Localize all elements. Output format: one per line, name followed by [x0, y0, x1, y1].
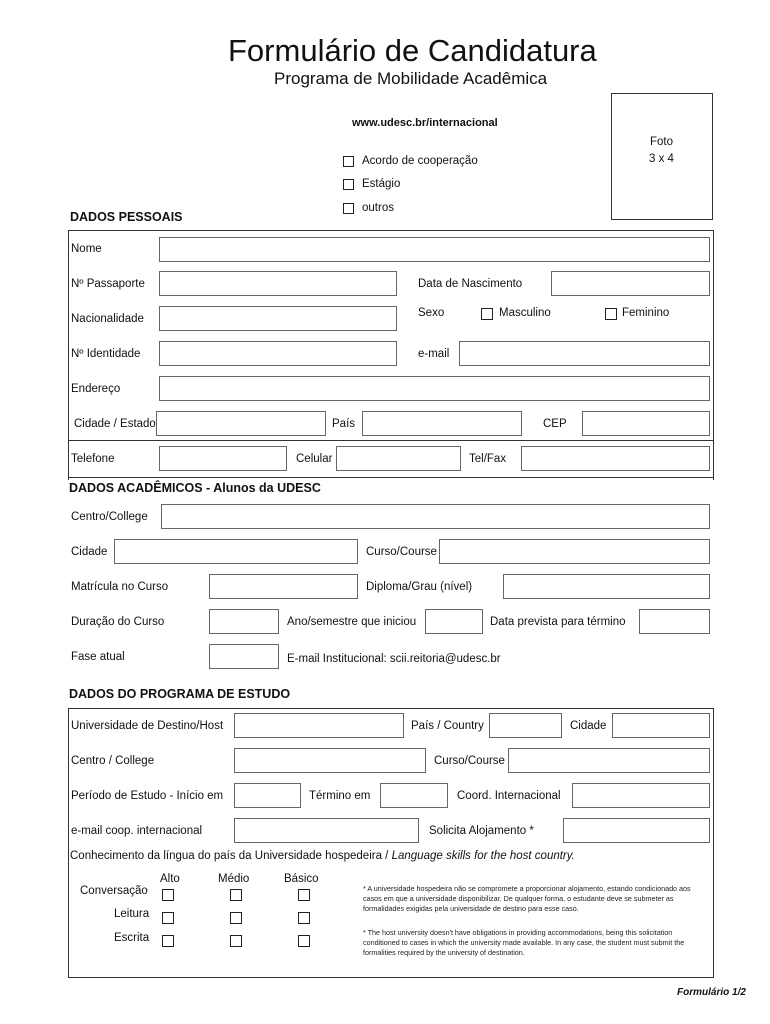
nacionalidade-label: Nacionalidade — [71, 313, 144, 325]
centro-college-input[interactable] — [234, 748, 426, 773]
leitura-alto-checkbox[interactable] — [162, 912, 174, 924]
skill-leitura: Leitura — [114, 908, 150, 920]
fase-input[interactable] — [209, 644, 279, 669]
diploma-input[interactable] — [503, 574, 710, 599]
email-label: e-mail — [418, 348, 450, 360]
data-prevista-input[interactable] — [639, 609, 710, 634]
duracao-label: Duração do Curso — [71, 616, 165, 628]
conversacao-alto-checkbox[interactable] — [162, 889, 174, 901]
centro-input[interactable] — [161, 504, 710, 529]
endereco-label: Endereço — [71, 383, 121, 395]
cidade-estado-input[interactable] — [156, 411, 326, 436]
cep-input[interactable] — [582, 411, 710, 436]
row-divider — [68, 440, 713, 441]
coord-input[interactable] — [572, 783, 710, 808]
celular-input[interactable] — [336, 446, 461, 471]
photo-label: Foto — [650, 136, 674, 148]
alojamento-input[interactable] — [563, 818, 710, 843]
passaporte-label: Nº Passaporte — [71, 278, 145, 290]
section-border — [68, 477, 713, 478]
option-estagio-checkbox[interactable] — [343, 179, 354, 190]
matricula-label: Matrícula no Curso — [71, 581, 169, 593]
leitura-medio-checkbox[interactable] — [230, 912, 242, 924]
identidade-input[interactable] — [159, 341, 397, 366]
identidade-label: Nº Identidade — [71, 348, 141, 360]
form-subtitle: Programa de Mobilidade Acadêmica — [274, 69, 548, 88]
periodo-label: Período de Estudo - Início em — [71, 790, 224, 802]
email-coop-input[interactable] — [234, 818, 419, 843]
universidade-input[interactable] — [234, 713, 404, 738]
termino-input[interactable] — [380, 783, 448, 808]
escrita-basico-checkbox[interactable] — [298, 935, 310, 947]
language-title-en: Language skills for the host country. — [391, 850, 575, 862]
conversacao-basico-checkbox[interactable] — [298, 889, 310, 901]
section-personal-title: DADOS PESSOAIS — [70, 210, 183, 224]
skill-conversacao: Conversação — [80, 885, 148, 897]
coord-label: Coord. Internacional — [457, 790, 561, 802]
cidade-host-label: Cidade — [570, 720, 607, 732]
telefone-label: Telefone — [71, 453, 115, 465]
escrita-alto-checkbox[interactable] — [162, 935, 174, 947]
alojamento-label: Solicita Alojamento * — [429, 825, 534, 837]
pais-country-input[interactable] — [489, 713, 562, 738]
photo-box[interactable] — [611, 93, 713, 220]
leitura-basico-checkbox[interactable] — [298, 912, 310, 924]
curso-label: Curso/Course — [366, 546, 437, 558]
diploma-label: Diploma/Grau (nível) — [366, 581, 473, 593]
section-border — [68, 708, 713, 709]
curso-course-label: Curso/Course — [434, 755, 505, 767]
cidade-host-input[interactable] — [612, 713, 710, 738]
cidade-label: Cidade — [71, 546, 108, 558]
universidade-label: Universidade de Destino/Host — [71, 720, 224, 732]
note-english: * The host university doesn't have obligations in providing accommodations, being this solicitation conditioned to cases in which the university made available. In any case, the student must submit the formalities required by the university of destination. — [363, 928, 685, 957]
form-title: Formulário de Candidatura — [228, 33, 597, 68]
pais-country-label: País / Country — [411, 720, 484, 732]
sexo-label: Sexo — [418, 307, 445, 319]
data-prevista-label: Data prevista para término — [490, 616, 626, 628]
passaporte-input[interactable] — [159, 271, 397, 296]
masculino-checkbox[interactable] — [481, 308, 493, 320]
nascimento-label: Data de Nascimento — [418, 278, 523, 290]
email-input[interactable] — [459, 341, 710, 366]
section-academic-title: DADOS ACADÊMICOS - Alunos da UDESC — [69, 481, 321, 495]
fase-label: Fase atual — [71, 651, 125, 663]
feminino-label: Feminino — [622, 307, 670, 319]
curso-input[interactable] — [439, 539, 710, 564]
centro-label: Centro/College — [71, 511, 148, 523]
section-program-title: DADOS DO PROGRAMA DE ESTUDO — [69, 687, 291, 701]
photo-size: 3 x 4 — [649, 153, 674, 165]
conversacao-medio-checkbox[interactable] — [230, 889, 242, 901]
ano-semestre-label: Ano/semestre que iniciou — [287, 616, 417, 628]
nacionalidade-input[interactable] — [159, 306, 397, 331]
option-estagio-label: Estágio — [362, 178, 401, 190]
cidade-input[interactable] — [114, 539, 358, 564]
telfax-label: Tel/Fax — [469, 453, 507, 465]
option-outros-checkbox[interactable] — [343, 203, 354, 214]
level-basico: Básico — [284, 873, 319, 885]
option-acordo-label: Acordo de cooperação — [362, 155, 478, 167]
pais-input[interactable] — [362, 411, 522, 436]
section-border — [713, 230, 714, 480]
section-border — [68, 977, 713, 978]
escrita-medio-checkbox[interactable] — [230, 935, 242, 947]
ano-semestre-input[interactable] — [425, 609, 483, 634]
language-title — [70, 851, 575, 863]
section-border — [713, 708, 714, 978]
nome-label: Nome — [71, 243, 102, 255]
section-border — [68, 230, 69, 480]
level-medio: Médio — [218, 873, 250, 885]
language-title-pt: Conhecimento da língua do país da Universidade hospedeira / — [70, 850, 389, 862]
nome-input[interactable] — [159, 237, 710, 262]
email-institucional-text: E-mail Institucional: scii.reitoria@udesc.br — [287, 653, 501, 665]
telfax-input[interactable] — [521, 446, 710, 471]
page-number: Formulário 1/2 — [677, 987, 746, 998]
website-link[interactable]: www.udesc.br/internacional — [352, 117, 498, 129]
section-border — [68, 230, 713, 231]
periodo-input[interactable] — [234, 783, 301, 808]
option-outros-label: outros — [362, 202, 394, 214]
level-alto: Alto — [160, 873, 180, 885]
skill-escrita: Escrita — [114, 932, 150, 944]
cidade-estado-label: Cidade / Estado — [74, 418, 156, 430]
telefone-input[interactable] — [159, 446, 287, 471]
nascimento-input[interactable] — [551, 271, 710, 296]
note-portuguese: * A universidade hospedeira não se compromete a proporcionar alojamento, estando condicionado aos casos em que a universidade disponibilizar. De qualquer forma, o estudante deve se submeter as formalidades exigidas pela universidade de destino para esse caso. — [363, 884, 691, 913]
curso-course-input[interactable] — [508, 748, 710, 773]
endereco-input[interactable] — [159, 376, 710, 401]
feminino-checkbox[interactable] — [605, 308, 617, 320]
masculino-label: Masculino — [499, 307, 551, 319]
celular-label: Celular — [296, 453, 333, 465]
termino-label: Término em — [309, 790, 371, 802]
email-coop-label: e-mail coop. internacional — [71, 825, 203, 837]
cep-label: CEP — [543, 418, 567, 430]
matricula-input[interactable] — [209, 574, 358, 599]
duracao-input[interactable] — [209, 609, 279, 634]
pais-label: País — [332, 418, 356, 430]
section-border — [68, 708, 69, 978]
option-acordo-checkbox[interactable] — [343, 156, 354, 167]
centro-college-label: Centro / College — [71, 755, 155, 767]
